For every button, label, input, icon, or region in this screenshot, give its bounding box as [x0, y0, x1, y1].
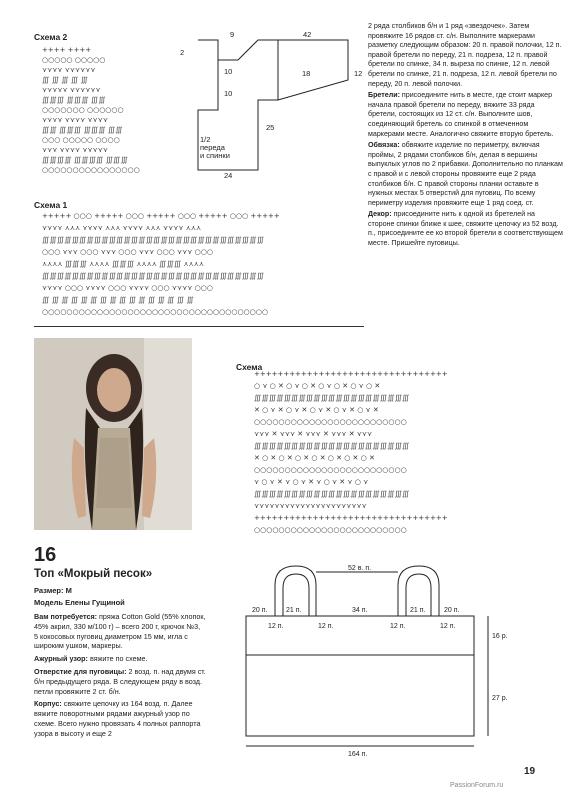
schema2-chart [38, 40, 178, 180]
right-column-text [368, 22, 563, 251]
svg-text:⋎⋎⋎⋎⋎⋎⋎⋎⋎⋎⋎⋎⋎⋎⋎⋎⋎⋎⋎⋎⋎⋎: ⋎⋎⋎⋎⋎⋎⋎⋎⋎⋎⋎⋎⋎⋎⋎⋎⋎⋎⋎⋎⋎⋎ [254, 502, 367, 510]
svg-text:○○○ ○○○○○ ○○○○: ○○○ ○○○○○ ○○○○ [42, 136, 120, 144]
ajur-paragraph [34, 654, 206, 664]
size-title: Размер: [34, 586, 64, 595]
model-photo [34, 338, 192, 530]
svg-text:⋎⋎⋎ ✕ ⋎⋎⋎ ✕ ⋎⋎⋎ ✕ ⋎⋎⋎ ✕ ⋎⋎⋎: ⋎⋎⋎ ✕ ⋎⋎⋎ ✕ ⋎⋎⋎ ✕ ⋎⋎⋎ ✕ ⋎⋎⋎ [254, 430, 373, 438]
item-title: Топ «Мокрый песок» [34, 568, 153, 580]
dim-21l: 21 п. [286, 607, 302, 614]
svg-text:⋎⋎⋎ ⋎⋎⋎⋎ ⋎⋎⋎⋎⋎: ⋎⋎⋎ ⋎⋎⋎⋎ ⋎⋎⋎⋎⋎ [42, 146, 108, 154]
dim-10b: 10 [224, 89, 233, 98]
svg-text:∭ ∭ ∭ ∭ ∭ ∭ ∭ ∭ ∭ ∭ ∭ ∭ ∭ ∭ ∭: ∭ ∭ ∭ ∭ ∭ ∭ ∭ ∭ ∭ ∭ ∭ ∭ ∭ ∭ ∭ ∭ [42, 296, 194, 304]
dim-20l: 20 п. [252, 607, 268, 614]
svg-text:○○○○○○○○○○○○○○○○○○○○○○○○○: ○○○○○○○○○○○○○○○○○○○○○○○○○ [254, 526, 407, 534]
svg-text:+++++ ○○○ +++++ ○○○ +++++ ○○○: +++++ ○○○ +++++ ○○○ +++++ ○○○ +++++ ○○○ +++++ [42, 212, 280, 220]
dim-21r: 21 п. [410, 607, 426, 614]
dim-20r: 20 п. [444, 607, 460, 614]
intro-paragraph: 2 ряда столбиков б/н и 1 ряд «звездочек». Затем провяжите 16 рядов ст. с/н. Выполните маркерами разметку следующим образом: 20 п. правой полочки, 12 п. правой бретели по переду, 21 п. подреза, 12 п. правой бретели по спинке, 34 п. выреза по спинке, 12 п. левой бретели по спинке, 21 п. подреза, 12 п. левой бретели по переду, 20 п. левой полочки. [368, 22, 562, 88]
dim-12b: 12 п. [318, 623, 334, 630]
dim-24: 24 [224, 171, 233, 180]
dim-12d: 12 п. [440, 623, 456, 630]
korpus-paragraph [34, 699, 206, 738]
svg-text:⋏⋏⋏⋏ ∭∭∭ ⋏⋏⋏⋏ ∭∭∭ ⋏⋏⋏⋏ ∭∭∭ ⋏⋏⋏: ⋏⋏⋏⋏ ∭∭∭ ⋏⋏⋏⋏ ∭∭∭ ⋏⋏⋏⋏ ∭∭∭ ⋏⋏⋏⋏ [42, 260, 204, 268]
bretels-title: Бретели: [368, 91, 400, 100]
dim-12a: 12 п. [268, 623, 284, 630]
svg-text:○○○○○○○○○○○○○○○○○○○○○○○○○○○○○○: ○○○○○○○○○○○○○○○○○○○○○○○○○○○○○○○○○○○○○ [42, 308, 268, 316]
schema1-chart [38, 208, 364, 320]
svg-text:○○○○○○○ ○○○○○○: ○○○○○○○ ○○○○○○ [42, 106, 124, 114]
svg-text:∭∭∭∭ ∭∭∭∭ ∭∭∭: ∭∭∭∭ ∭∭∭∭ ∭∭∭ [42, 156, 128, 164]
ajur-title: Ажурный узор: [34, 654, 88, 664]
svg-text:○○○○○ ○○○○○: ○○○○○ ○○○○○ [42, 56, 106, 64]
half-label-2: переда [200, 143, 225, 152]
bottom-pattern [230, 560, 520, 760]
dekor-paragraph [368, 210, 563, 248]
korpus-title: Корпус: [34, 699, 62, 709]
dim-52: 52 в. п. [348, 565, 372, 572]
dim-10a: 10 [224, 67, 233, 76]
svg-text:⋎⋎⋎⋎ ⋏⋏⋏ ⋎⋎⋎⋎ ⋏⋏⋏ ⋎⋎⋎⋎ ⋏⋏⋏ ⋎⋎⋎: ⋎⋎⋎⋎ ⋏⋏⋏ ⋎⋎⋎⋎ ⋏⋏⋏ ⋎⋎⋎⋎ ⋏⋏⋏ ⋎⋎⋎⋎ ⋏⋏⋏ [42, 224, 202, 232]
section-divider [34, 326, 364, 327]
schema-chart [250, 366, 480, 546]
svg-text:∭∭∭ ∭∭∭ ∭∭: ∭∭∭ ∭∭∭ ∭∭ [42, 96, 106, 104]
svg-text:++++++++++++++++++++++++++++++: +++++++++++++++++++++++++++++++++ [254, 514, 448, 522]
svg-text:∭∭∭∭∭∭∭∭∭∭∭∭∭∭∭∭∭∭∭∭∭: ∭∭∭∭∭∭∭∭∭∭∭∭∭∭∭∭∭∭∭∭∭ [254, 394, 410, 402]
size-line [34, 586, 72, 595]
dim-42: 42 [303, 30, 312, 39]
svg-text:✕ ○ ⋎ ✕ ○ ⋎ ✕ ○ ⋎ ✕ ○ ⋎ ✕ ○ ⋎: ✕ ○ ⋎ ✕ ○ ⋎ ✕ ○ ⋎ ✕ ○ ⋎ ✕ ○ ⋎ ✕ [254, 406, 379, 414]
svg-text:∭∭∭∭∭∭∭∭∭∭∭∭∭∭∭∭∭∭∭∭∭: ∭∭∭∭∭∭∭∭∭∭∭∭∭∭∭∭∭∭∭∭∭ [254, 490, 410, 498]
half-label-3: и спинки [200, 151, 230, 160]
model-line: Модель Елены Гущиной [34, 598, 125, 607]
dim-2: 2 [180, 48, 185, 57]
svg-text:∭∭∭∭∭∭∭∭∭∭∭∭∭∭∭∭∭∭∭∭∭∭∭∭∭∭∭∭∭∭: ∭∭∭∭∭∭∭∭∭∭∭∭∭∭∭∭∭∭∭∭∭∭∭∭∭∭∭∭∭∭ [42, 272, 264, 280]
model-photo-illustration [34, 338, 192, 530]
materials-title: Вам потребуется: [34, 612, 98, 621]
svg-text:⋎⋎⋎⋎ ○○○ ⋎⋎⋎⋎ ○○○ ⋎⋎⋎⋎ ○○○ ⋎⋎⋎: ⋎⋎⋎⋎ ○○○ ⋎⋎⋎⋎ ○○○ ⋎⋎⋎⋎ ○○○ ⋎⋎⋎⋎ ○○○ [42, 284, 213, 292]
obvyazka-title: Обвязка: [368, 141, 400, 150]
dim-12c: 12 п. [390, 623, 406, 630]
svg-text:∭∭ ∭∭∭ ∭∭∭ ∭∭: ∭∭ ∭∭∭ ∭∭∭ ∭∭ [42, 126, 123, 134]
dim-12: 12 [354, 69, 363, 78]
obvyazka-text: обвяжите изделие по периметру, включая проймы, 2 рядами столбиков б/н, делая в вершины выпуклых углов по 2 прибавки. Дополнительно по планкам с правой и с левой стороны провяжите еще 2 ряда столбиков б/н. С правой стороны планки оставьте в нужных местах 5 отверстий для пуговиц. По всему периметру изделия провяжите еще 1 ряд соед. ст. [368, 141, 563, 207]
button-text: 2 возд. п. над двумя ст. б/н предыдущего ряда. В следующем ряду в возд. петли провяжите 2 ст. б/н. [34, 666, 206, 696]
obvyazka-paragraph [368, 141, 563, 208]
half-label-1: 1/2 [200, 135, 211, 144]
svg-text:○○○○○○○○○○○○○○○○: ○○○○○○○○○○○○○○○○ [42, 166, 140, 174]
svg-text:⋎⋎⋎⋎⋎ ⋎⋎⋎⋎⋎⋎: ⋎⋎⋎⋎⋎ ⋎⋎⋎⋎⋎⋎ [42, 86, 101, 94]
ajur-text: вяжите по схеме. [89, 654, 148, 664]
size-value: M [65, 586, 72, 595]
dim-25: 25 [266, 123, 275, 132]
dim-16r: 16 р. [492, 633, 508, 640]
svg-text:++++++++++++++++++++++++++++++: +++++++++++++++++++++++++++++++++ [254, 370, 448, 378]
button-title: Отверстие для пуговицы: [34, 666, 127, 676]
watermark: PassionForum.ru [450, 782, 504, 789]
svg-text:○○○○○○○○○○○○○○○○○○○○○○○○○: ○○○○○○○○○○○○○○○○○○○○○○○○○ [254, 418, 407, 426]
bretels-paragraph [368, 91, 563, 139]
dekor-title: Декор: [368, 210, 392, 219]
svg-text:⋎⋎⋎⋎ ⋎⋎⋎⋎⋎⋎: ⋎⋎⋎⋎ ⋎⋎⋎⋎⋎⋎ [42, 66, 96, 74]
svg-text:∭∭∭∭∭∭∭∭∭∭∭∭∭∭∭∭∭∭∭∭∭∭∭∭∭∭∭∭∭∭: ∭∭∭∭∭∭∭∭∭∭∭∭∭∭∭∭∭∭∭∭∭∭∭∭∭∭∭∭∭∭ [42, 236, 264, 244]
materials-text: пряжа Cotton Gold (55% хлопок, 45% акрил, 330 м/100 г) – всего 200 г, крючок №3, 5 кокосовых пуговиц диаметром 15 мм, игла с широким ушком, маркеры. [34, 612, 206, 651]
left-instructions [34, 612, 206, 742]
schema1-label: Схема 1 [34, 200, 68, 210]
dim-18: 18 [302, 69, 311, 78]
pattern-diagram [178, 30, 368, 180]
schema2-label: Схема 2 [34, 32, 68, 42]
svg-text:○ ⋎ ○ ✕ ○ ⋎ ○ ✕ ○ ⋎ ○ ✕ ○ ⋎ ○: ○ ⋎ ○ ✕ ○ ⋎ ○ ✕ ○ ⋎ ○ ✕ ○ ⋎ ○ ✕ [254, 382, 381, 390]
button-paragraph [34, 667, 206, 696]
svg-text:++++ ++++: ++++ ++++ [42, 46, 92, 54]
korpus-text: свяжите цепочку из 164 возд. п. Далее вяжите поворотными рядами ажурный узор по схеме. Всего нужно провязать 4 полных раппорта узора в высоту и еще 2 [34, 699, 201, 738]
page-number: 19 [524, 766, 536, 777]
svg-text:✕ ○ ✕ ○ ✕ ○ ✕ ○ ✕ ○ ✕ ○ ✕ ○ ✕: ✕ ○ ✕ ○ ✕ ○ ✕ ○ ✕ ○ ✕ ○ ✕ ○ ✕ [254, 454, 375, 462]
schema-label: Схема [236, 362, 263, 372]
svg-text:○○○○○○○○○○○○○○○○○○○○○○○○○: ○○○○○○○○○○○○○○○○○○○○○○○○○ [254, 466, 407, 474]
svg-text:∭ ∭ ∭ ∭ ∭: ∭ ∭ ∭ ∭ ∭ [42, 76, 88, 84]
dim-34: 34 п. [352, 607, 368, 614]
dim-9: 9 [230, 30, 235, 39]
item-number: 16 [34, 544, 57, 566]
materials-paragraph [34, 612, 206, 651]
svg-text:⋎⋎⋎⋎ ⋎⋎⋎⋎ ⋎⋎⋎⋎: ⋎⋎⋎⋎ ⋎⋎⋎⋎ ⋎⋎⋎⋎ [42, 116, 108, 124]
bretels-text: присоедините нить в месте, где стоит маркер начала правой бретели по переду, вяжите 33 ряда бретели, состоящих из 12 ст. с/н. Выполните шов, соединяющий бретель со спинкой в отмеченном маркерами месте. Аналогично свяжите вторую бретель. [368, 91, 554, 138]
dim-164: 164 п. [348, 751, 368, 758]
dim-27r: 27 р. [492, 695, 508, 702]
svg-text:∭∭∭∭∭∭∭∭∭∭∭∭∭∭∭∭∭∭∭∭∭: ∭∭∭∭∭∭∭∭∭∭∭∭∭∭∭∭∭∭∭∭∭ [254, 442, 410, 450]
dekor-text: присоедините нить к одной из бретелей на стороне спинки ближе к шее, свяжите цепочку из 52 возд. п., присоедините ее ко второй бретели в соответствующем месте. Пришейте пуговицы. [368, 210, 563, 248]
svg-text:⋎ ○ ⋎ ✕ ⋎ ○ ⋎ ✕ ⋎ ○ ⋎ ✕ ⋎ ○ ⋎: ⋎ ○ ⋎ ✕ ⋎ ○ ⋎ ✕ ⋎ ○ ⋎ ✕ ⋎ ○ ⋎ [254, 478, 369, 486]
svg-text:○○○ ⋎⋎⋎ ○○○ ⋎⋎⋎ ○○○ ⋎⋎⋎ ○○○ ⋎⋎: ○○○ ⋎⋎⋎ ○○○ ⋎⋎⋎ ○○○ ⋎⋎⋎ ○○○ ⋎⋎⋎ ○○○ [42, 248, 213, 256]
